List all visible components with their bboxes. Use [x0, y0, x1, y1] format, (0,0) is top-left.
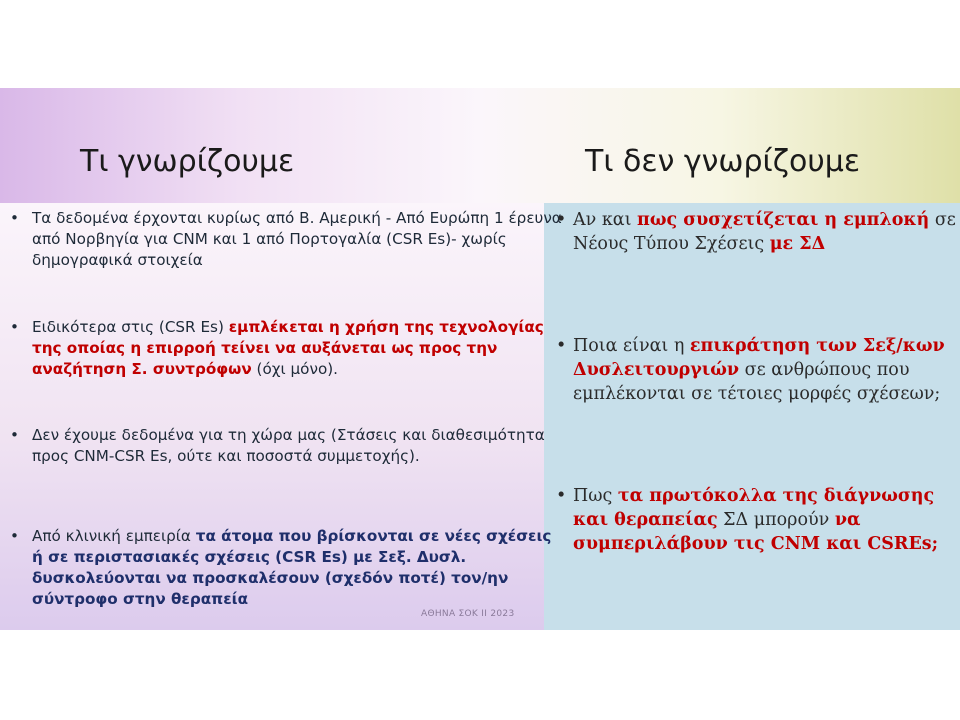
unknown-item-2: [556, 334, 960, 406]
known-item-4-highlight: τα άτομα που βρίσκονται σε νέες σχέσεις ή σε περιστασιακές σχέσεις (CSR Es) με Σεξ. Δυσλ. δυσκολεύονται να προσκαλέσουν (σχεδόν ποτέ) τον/ην σύντροφο στην θεραπεία: [32, 527, 552, 608]
heading-unknown: Τι δεν γνωρίζουμε: [585, 144, 861, 179]
unknown-item-3-before: Πως: [573, 486, 618, 506]
unknown-item-3-middle: ΣΔ μπορούν: [717, 510, 835, 530]
unknown-item-2-highlight: επικράτηση των Σεξ/κων Δυσλειτουργιών: [573, 336, 945, 380]
unknown-item-1-highlight: πως συσχετίζεται η εμπλοκή: [637, 210, 930, 230]
unknown-item-3: [556, 484, 960, 556]
unknown-item-2-before: Ποια είναι η: [573, 336, 690, 356]
known-item-3-text: Δεν έχουμε δεδομένα για τη χώρα μας (Στάσεις και διαθεσιμότητα προς CNM-CSR Es, ούτε και ποσοστά συμμετοχής).: [32, 426, 545, 465]
unknown-item-2-after: σε ανθρώπους που εμπλέκονται σε τέτοιες μορφές σχέσεων;: [573, 360, 941, 404]
known-item-2: [10, 317, 562, 380]
unknown-item-1-before: Αν και: [573, 210, 638, 230]
known-item-4-before: Από κλινική εμπειρία: [32, 527, 196, 545]
unknown-item-1-middle: σε Νέους Τύπου Σχέσεις: [573, 210, 956, 254]
known-item-1: [10, 208, 562, 271]
slide: [0, 88, 960, 630]
unknown-item-3-highlight: τα πρωτόκολλα της διάγνωσης και θεραπείας: [573, 486, 935, 530]
heading-known: Τι γνωρίζουμε: [80, 144, 295, 179]
unknown-item-3-highlight2: να συμπεριλάβουν τις CNM και CSREs;: [573, 510, 939, 554]
watermark-label: ΑΘΗΝΑ ΣΟΚ ΙΙ 2023: [421, 609, 515, 619]
known-item-2-highlight: εμπλέκεται η χρήση της τεχνολογίας της οποίας η επιρροή τείνει να αυξάνεται ως προς την αναζήτηση Σ. συντρόφων: [32, 318, 544, 378]
known-item-2-before: Ειδικότερα στις (CSR Es): [32, 318, 229, 336]
known-item-2-after: (όχι μόνο).: [251, 360, 338, 378]
unknown-item-1-highlight2: με ΣΔ: [769, 234, 826, 254]
known-item-3: [10, 425, 562, 467]
right-panel: [544, 203, 960, 630]
known-item-1-text: Τα δεδομένα έρχονται κυρίως από Β. Αμερική - Από Ευρώπη 1 έρευνα από Νορβηγία για CNM και 1 από Πορτογαλία (CSR Es)- χωρίς δημογραφικά στοιχεία: [32, 209, 562, 269]
unknown-item-1: [556, 208, 960, 256]
known-item-4: [10, 526, 562, 610]
